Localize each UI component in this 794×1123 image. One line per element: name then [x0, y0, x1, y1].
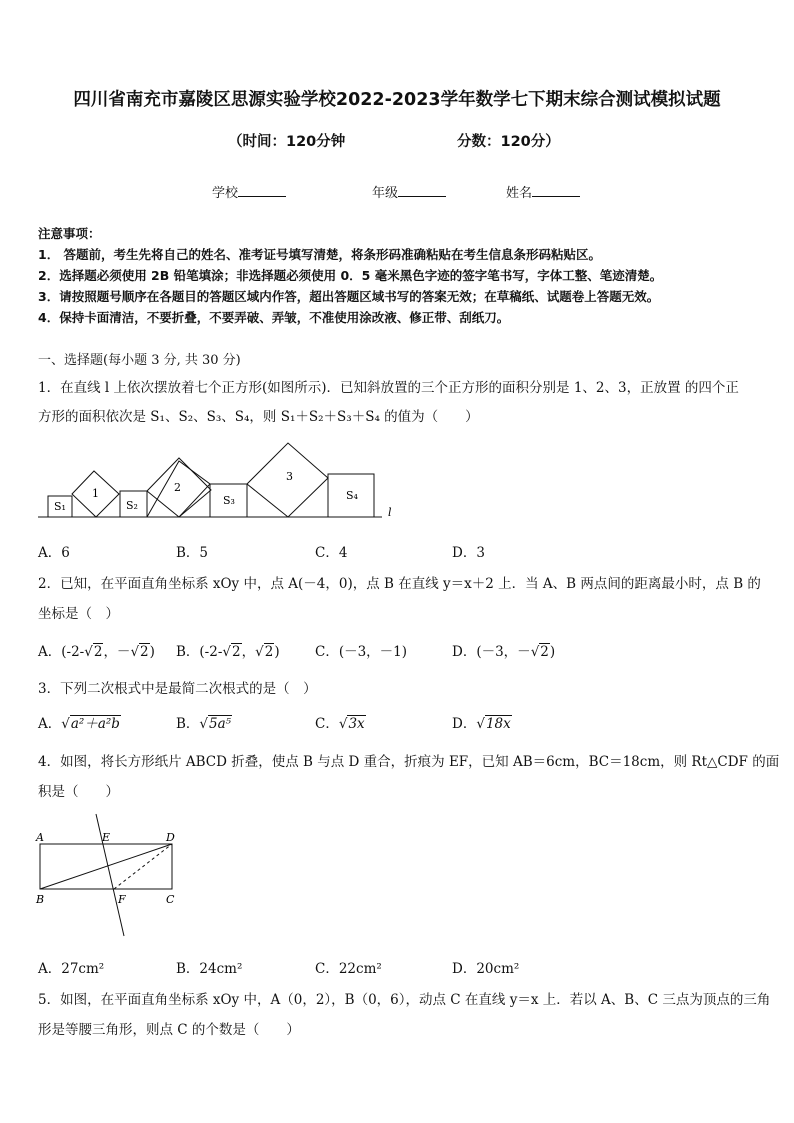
q3-d-rad: 18x: [485, 716, 511, 732]
q3-b-label: B．: [176, 716, 200, 732]
note-item: 1． 答题前，考生先将自己的姓名、准考证号填写清楚，将条形码准确粘贴在考生信息条形码粘贴区。: [38, 247, 602, 262]
sqrt-icon: √: [530, 644, 540, 660]
label-s4: S₄: [346, 489, 358, 502]
q3-d-label: D．: [452, 716, 477, 732]
sqrt-icon: √: [61, 716, 70, 732]
q4-option-d[interactable]: D．20cm²: [452, 961, 520, 977]
grade-blank[interactable]: [398, 184, 446, 197]
label-l: l: [388, 506, 392, 519]
section-heading: 一、选择题(每小题 3 分, 共 30 分): [38, 353, 241, 368]
q2-b-pre: B．(-2-: [176, 644, 223, 660]
exam-title: 四川省南充市嘉陵区思源实验学校2022-2023学年数学七下期末综合测试模拟试题: [73, 90, 721, 110]
q2-a-rad1: 2: [93, 644, 103, 660]
sqrt-icon: √: [338, 716, 348, 732]
q3-option-b[interactable]: [176, 712, 232, 732]
notes-heading: 注意事项：: [38, 226, 101, 241]
exam-time: （时间：120分钟: [228, 134, 346, 150]
q3-option-a[interactable]: [38, 712, 121, 732]
q1-option-c[interactable]: C．4: [315, 545, 348, 561]
exam-score: 分数：120分）: [457, 134, 560, 150]
sqrt-icon: √: [255, 644, 264, 660]
q2-option-d[interactable]: [452, 640, 555, 660]
q2-text-line2: 坐标是（ ）: [38, 606, 119, 622]
label-2: 2: [174, 481, 181, 494]
grade-label: 年级: [372, 186, 399, 201]
sqrt-icon: √: [84, 644, 93, 660]
q5-text-line1: 5．如图，在平面直角坐标系 xOy 中，A（0，2），B（0，6），动点 C 在直线 y＝x 上．若以 A、B、C 三点为顶点的三角: [38, 992, 771, 1008]
name-blank[interactable]: [532, 184, 580, 197]
label-b: B: [36, 893, 45, 906]
school-blank[interactable]: [238, 184, 286, 197]
q1-squares-figure: [36, 438, 406, 524]
q4-option-c[interactable]: C．22cm²: [315, 961, 382, 977]
q3-text: 3．下列二次根式中是最简二次根式的是（ ）: [38, 681, 317, 697]
label-s2: S₂: [126, 499, 138, 512]
q4-rectangle-figure: [34, 810, 184, 940]
label-e: E: [102, 831, 111, 844]
q3-option-d[interactable]: [452, 712, 512, 732]
label-3: 3: [286, 470, 293, 483]
sqrt-icon: √: [199, 716, 209, 732]
label-a: A: [36, 831, 44, 844]
label-d: D: [166, 831, 175, 844]
q2-d-post: ): [549, 644, 556, 660]
q2-b-rad1: 2: [232, 644, 241, 660]
q2-d-rad: 2: [540, 644, 549, 660]
q1-option-d[interactable]: D．3: [452, 545, 485, 561]
q2-option-b[interactable]: [176, 640, 280, 660]
school-field: [212, 182, 286, 201]
q3-c-label: C．: [315, 716, 339, 732]
q4-text-line2: 积是（ ）: [38, 784, 119, 800]
q2-b-post: ): [274, 644, 280, 660]
note-item: 2．选择题必须使用 2B 铅笔填涂；非选择题必须使用 0．5 毫米黑色字迹的签字笔书写，字体工整、笔迹清楚。: [38, 268, 663, 283]
diagonal-bd: [40, 844, 172, 889]
q4-option-b[interactable]: B．24cm²: [176, 961, 243, 977]
label-1: 1: [92, 487, 99, 500]
sqrt-icon: √: [130, 644, 140, 660]
label-s1: S₁: [54, 500, 66, 513]
name-label: 姓名: [506, 186, 533, 201]
q3-b-rad: 5a⁵: [209, 716, 232, 732]
grade-field: [372, 182, 446, 201]
q2-d-pre: D．(－3，－: [452, 644, 531, 660]
q2-a-pre: A．(-2-: [38, 644, 85, 660]
sqrt-icon: √: [476, 716, 485, 732]
q3-c-rad: 3x: [348, 716, 365, 732]
segment-fd: [114, 844, 172, 889]
q2-option-c[interactable]: C．(－3，－1): [315, 644, 408, 660]
q2-b-mid: ，: [241, 644, 256, 660]
name-field: [506, 182, 580, 201]
note-item: 4．保持卡面清洁，不要折叠，不要弄破、弄皱，不准使用涂改液、修正带、刮纸刀。: [38, 310, 510, 325]
q1-option-b[interactable]: B．5: [176, 545, 209, 561]
q1-option-a[interactable]: A．6: [38, 545, 70, 561]
q2-b-rad2: 2: [264, 644, 274, 660]
q4-option-a[interactable]: A．27cm²: [38, 961, 105, 977]
sqrt-icon: √: [222, 644, 232, 660]
q5-text-line2: 形是等腰三角形，则点 C 的个数是（ ）: [38, 1022, 300, 1038]
q1-text-line1: 1．在直线 l 上依次摆放着七个正方形(如图所示)．已知斜放置的三个正方形的面积分别是 1、2、3，正放置 的四个正: [38, 380, 739, 396]
q2-text-line1: 2．已知，在平面直角坐标系 xOy 中，点 A(－4，0)，点 B 在直线 y＝x＋2 上．当 A、B 两点间的距离最小时，点 B 的: [38, 576, 761, 592]
q2-a-rad2: 2: [140, 644, 149, 660]
note-item: 3．请按照题号顺序在各题目的答题区域内作答，超出答题区域书写的答案无效；在草稿纸、试题卷上答题无效。: [38, 289, 660, 304]
q3-a-label: A．: [38, 716, 62, 732]
q2-a-mid: ，－: [103, 644, 131, 660]
label-f: F: [118, 893, 126, 906]
q2-option-a[interactable]: [38, 640, 155, 660]
q4-text-line1: 4．如图，将长方形纸片 ABCD 折叠，使点 B 与点 D 重合，折痕为 EF，已知 AB＝6cm，BC＝18cm，则 Rt△CDF 的面: [38, 754, 780, 770]
q3-a-rad: a²＋a²b: [70, 716, 120, 732]
q2-a-post: ): [149, 644, 155, 660]
q1-text-line2: 方形的面积依次是 S₁、S₂、S₃、S₄，则 S₁＋S₂＋S₃＋S₄ 的值为（ ）: [38, 409, 479, 425]
label-s3: S₃: [223, 494, 235, 507]
q3-option-c[interactable]: [315, 712, 366, 732]
label-c: C: [166, 893, 175, 906]
school-label: 学校: [212, 186, 239, 201]
